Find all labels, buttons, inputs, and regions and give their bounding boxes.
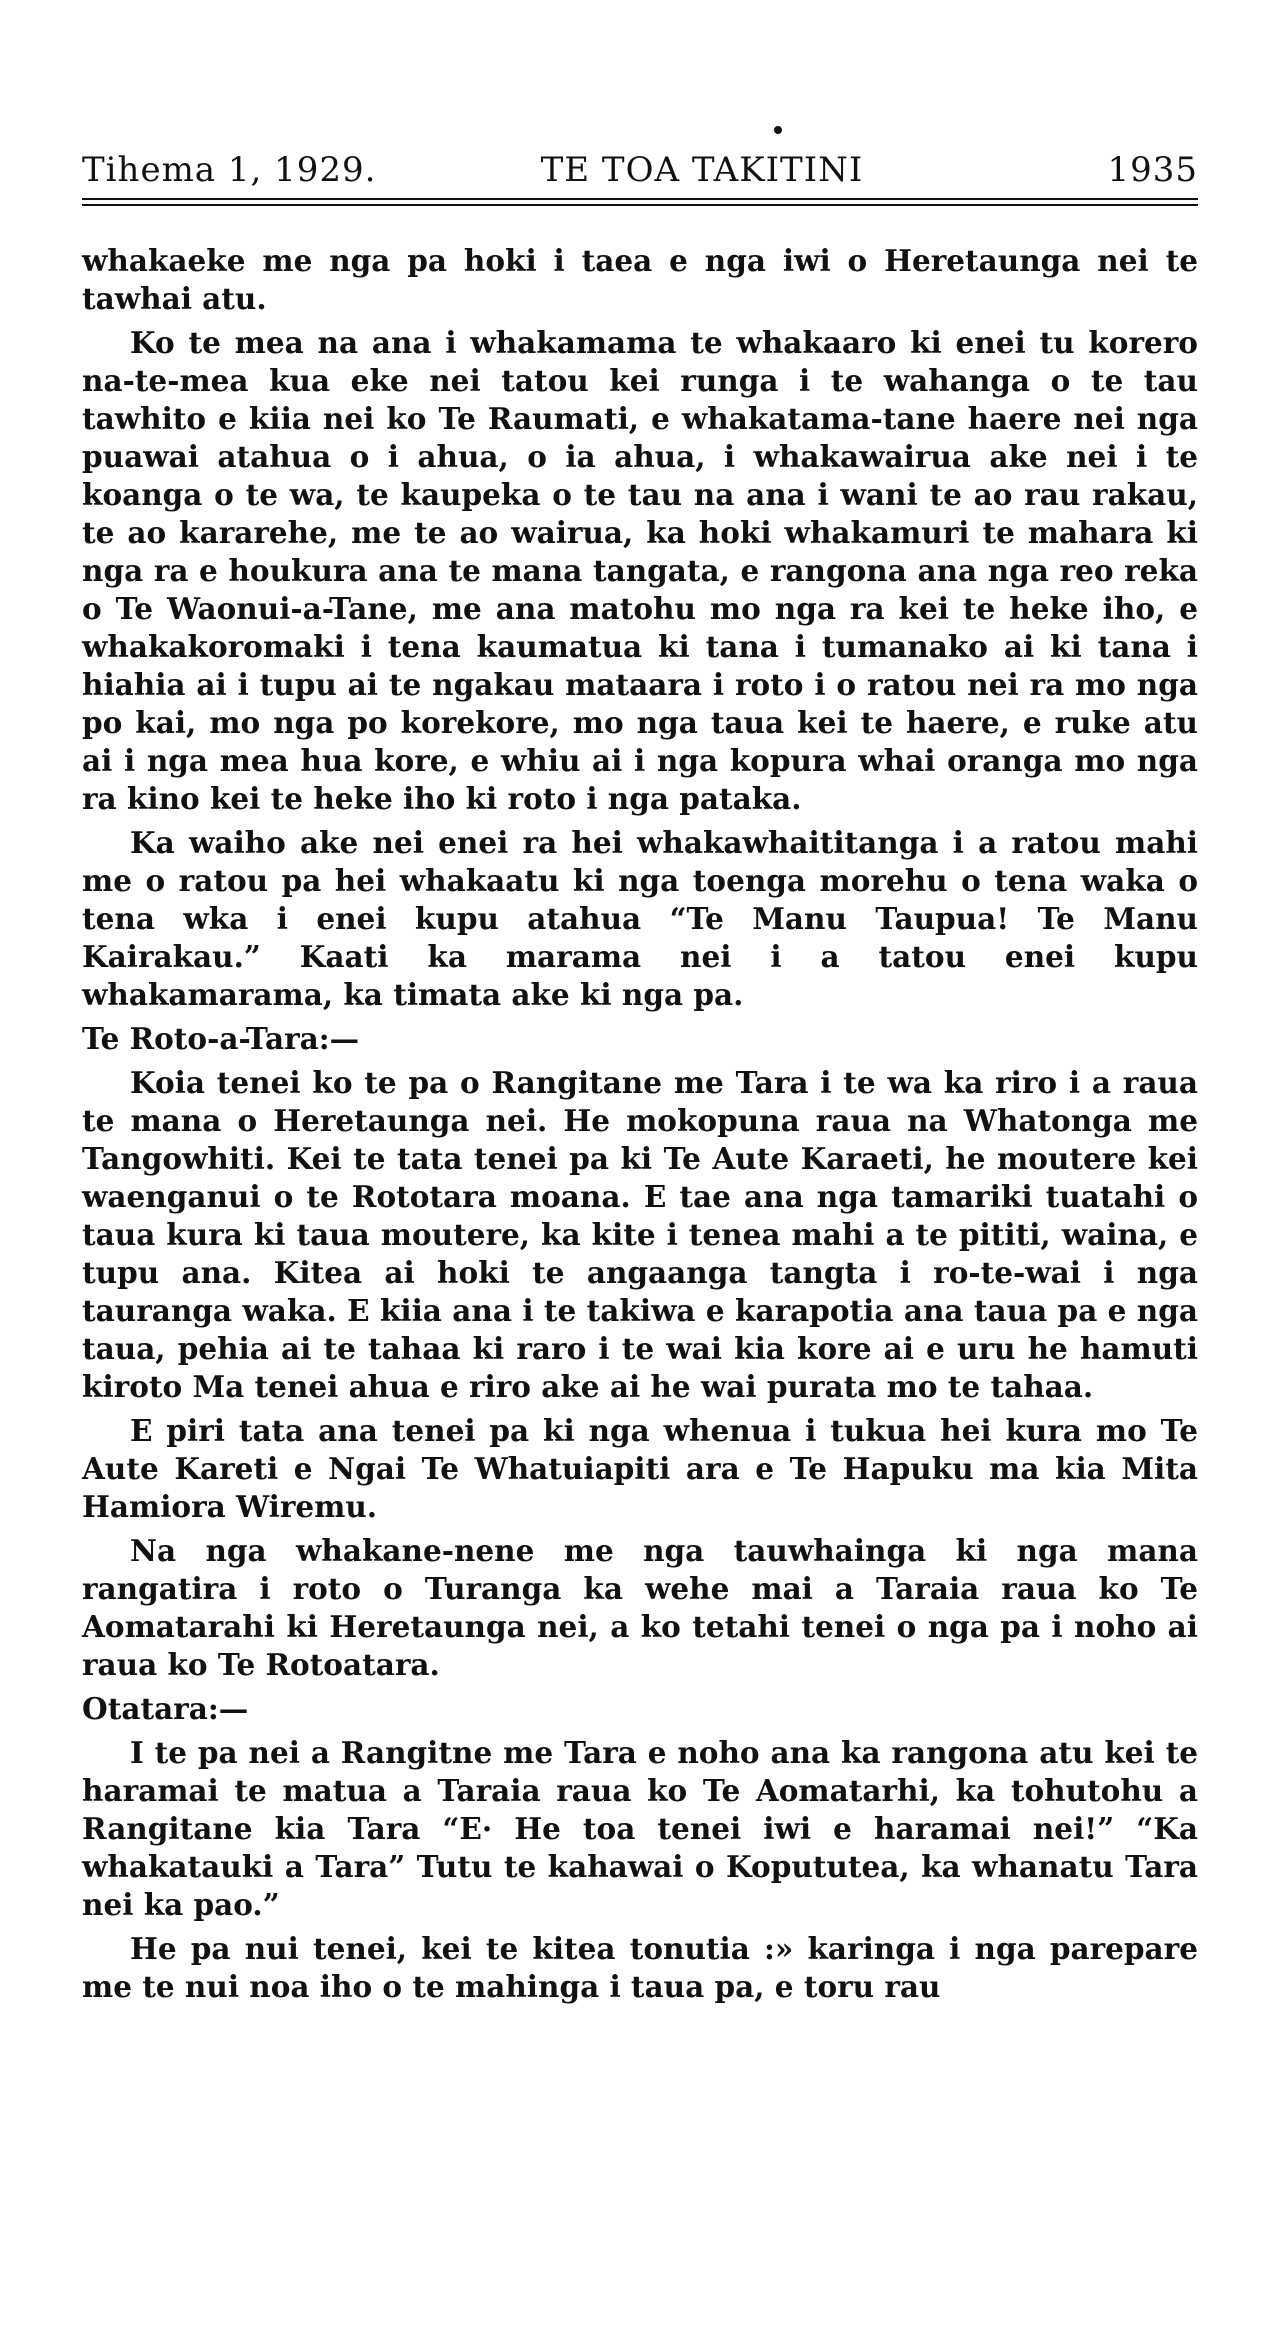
paragraph: He pa nui tenei, kei te kitea tonutia :» karinga i nga parepare me te nui noa iho o te mahinga i taua pa, e toru rau [82,1931,1198,2004]
document-page [82,150,1198,2012]
paragraph: Na nga whakane-nene me nga tauwhainga ki nga mana rangatira i roto o Turanga ka wehe mai a Taraia raua ko Te Aomatarahi ki Heretaunga nei, a ko tetahi tenei o nga pa i noho ai raua ko Te Rotoatara. [82,1533,1198,1682]
ink-dot [774,126,782,134]
page-number: 1935 [1107,150,1198,190]
header-title: TE TOA TAKITINI [540,150,864,190]
paragraph: Koia tenei ko te pa o Rangitane me Tara i te wa ka riro i a raua te mana o Heretaunga nei. He mokopuna raua na Whatonga me Tangowhiti. Kei te tata tenei pa ki Te Aute Karaeti, he moutere kei waenganui o te Rototara moana. E tae ana nga tamariki tuatahi o taua kura ki taua moutere, ka kite i tenea mahi a te pititi, waina, e tupu ana. Kitea ai hoki te angaanga tangta i ro-te-wai i nga tauranga waka. E kiia ana i te takiwa e karapotia ana taua pa e nga taua, pehia ai te tahaa ki raro i te wai kia kore ai e uru he hamuti kiroto Ma tenei ahua e riro ake ai he wai purata mo te tahaa. [82,1065,1198,1404]
paragraph: Ka waiho ake nei enei ra hei whakawhaititanga i a ratou mahi me o ratou pa hei whakaatu ki nga toenga morehu o tena waka o tena wka i enei kupu atahua “Te Manu Taupua! Te Manu Kairakau.” Kaati ka marama nei i a tatou enei kupu whakamarama, ka timata ake ki nga pa. [82,825,1198,1012]
header-date: Tihema 1, 1929. [82,150,377,190]
section-heading: Te Roto-a-Tara:— [82,1021,360,1056]
paragraph: E piri tata ana tenei pa ki nga whenua i tukua hei kura mo Te Aute Kareti e Ngai Te Whatuiapiti ara e Te Hapuku ma kia Mita Hamiora Wiremu. [82,1413,1198,1524]
running-header [82,150,1198,200]
paragraph: I te pa nei a Rangitne me Tara e noho ana ka rangona atu kei te haramai te matua a Taraia raua ko Te Aomatarhi, ka tohutohu a Rangitane kia Tara “E· He toa tenei iwi e haramai nei!” “Ka whakatauki a Tara” Tutu te kahawai o Kopututea, ka whanatu Tara nei ka pao.” [82,1735,1198,1922]
paragraph: Ko te mea na ana i whakamama te whakaaro ki enei tu korero na-te-mea kua eke nei tatou kei runga i te wahanga o te tau tawhito e kiia nei ko Te Raumati, e whakatama-tane haere nei nga puawai atahua o i ahua, o ia ahua, i whakawairua ake nei i te koanga o te wa, te kaupeka o te tau na ana i wani te ao rau rakau, te ao kararehe, me te ao wairua, ka hoki whakamuri te mahara ki nga ra e houkura ana te mana tangata, e rangona ana nga reo reka o Te Waonui-a-Tane, me ana matohu mo nga ra kei te heke iho, e whakakoromaki i tena kaumatua ki tana i tumanako ai ki tana i hiahia ai i tupu ai te ngakau mataara i roto i o ratou nei ra mo nga po kai, mo nga po korekore, mo nga taua kei te haere, e ruke atu ai i nga mea hua kore, e whiu ai i nga kopura whai oranga mo nga ra kino kei te heke iho ki roto i nga pataka. [82,325,1198,816]
section-heading: Otatara:— [82,1691,249,1726]
document-body [82,242,1198,2006]
paragraph-continued: whakaeke me nga pa hoki i taea e nga iwi o Heretaunga nei te tawhai atu. [82,243,1198,316]
